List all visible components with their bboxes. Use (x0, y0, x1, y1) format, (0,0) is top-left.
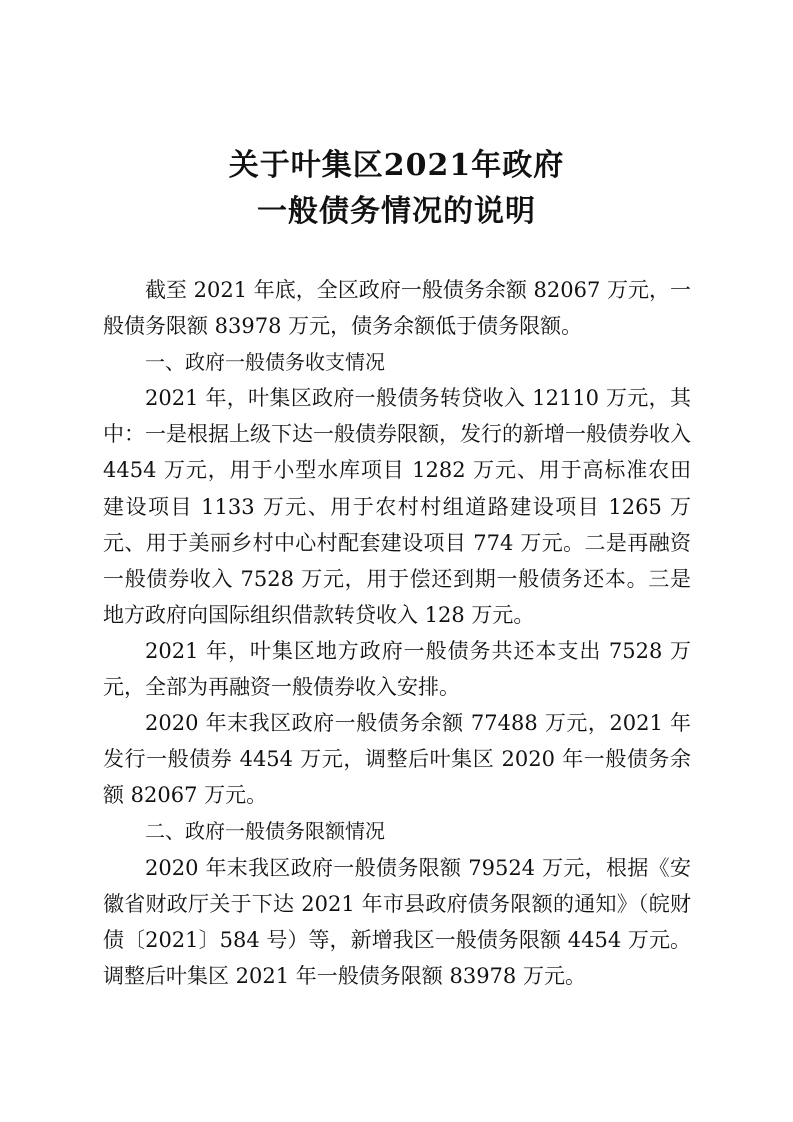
document-title-line-2: 一般债务情况的说明 (257, 194, 536, 229)
section-heading-debt-limit: 二、政府一般债务限额情况 (145, 819, 385, 844)
paragraph-transfer-income: 2021 年，叶集区政府一般债务转贷收入 12110 万元，其中：一是根据上级下达一般债券限额，发行的新增一般债券收入 4454 万元，用于小型水库项目 1282 万元、用于高标准农田建设项目 1133 万元、用于农村村组道路建设项目 1265 万元、用于美丽乡村中心村配套建设项目 774 万元。二是再融资一般债券收入 7528 万元，用于偿还到期一般债务还本。三是地方政府向国际组织借款转贷收入 128 万元。 (103, 386, 691, 627)
section-heading-income-expenditure: 一、政府一般债务收支情况 (145, 350, 385, 375)
paragraph-repayment: 2021 年，叶集区地方政府一般债务共还本支出 7528 万元，全部为再融资一般债券收入安排。 (103, 638, 691, 700)
paragraph-balance: 2020 年末我区政府一般债务余额 77488 万元，2021 年发行一般债券 4454 万元，调整后叶集区 2020 年一般债务余额 82067 万元。 (103, 711, 691, 808)
document-title-line-1: 关于叶集区2021年政府 (228, 148, 565, 183)
paragraph-summary: 截至 2021 年底，全区政府一般债务余额 82067 万元，一般债务限额 83978 万元，债务余额低于债务限额。 (103, 278, 691, 339)
document-body (103, 272, 691, 994)
paragraph-debt-limit: 2020 年末我区政府一般债务限额 79524 万元，根据《安徽省财政厅关于下达 2021 年市县政府债务限额的通知》（皖财债〔2021〕584 号）等，新增我区一般债务限额 4454 万元。调整后叶集区 2021 年一般债务限额 83978 万元。 (103, 855, 691, 988)
